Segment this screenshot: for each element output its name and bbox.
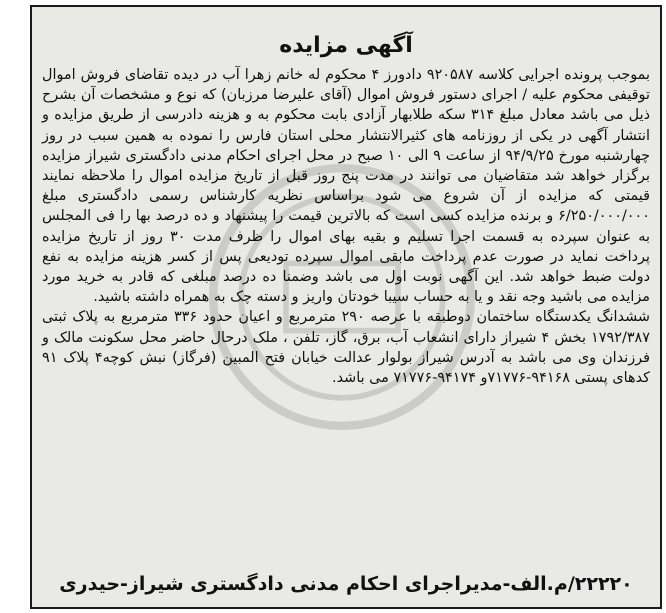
auction-notice	[30, 5, 662, 609]
notice-paragraph-property: ششدانگ یکدستگاه ساختمان دوطبقه با عرصه ۲۹۰ مترمربع و اعیان حدود ۳۳۶ مترمربع به پلاک ثبتی ۱۷۹۲/۳۸۷ بخش ۴ شیراز دارای انشعاب آب، برق، گاز، تلفن ، ملک درحال حاضر محل سکونت مالک و فرزندان وی می باشد به آدرس شیراز بولوار عدالت خیابان فتح المبین (فرگاز) نبش کوچه۴ پلاک ۹۱ کدهای پستی ۹۴۱۶۸-۷۱۷۷۶و ۹۴۱۷۴-۷۱۷۷۶ می باشد.	[42, 309, 651, 387]
notice-signature: ۲۲۲۲۰/م.الف-مدیراجرای احکام مدنی دادگستری شیراز-حیدری	[59, 573, 633, 595]
notice-paragraph-main: بموجب پرونده اجرایی کلاسه ۹۲۰۵۸۷ دادورز ۴ محکوم له خانم زهرا آب در دیده تقاضای فروش اموال توقیفی محکوم علیه / اجرای دستور فروش اموال (آقای علیرضا مرزبان) که نوع و مشخصات آن بشرح ذیل می باشد معادل مبلغ ۳۱۴ سکه طلابهار آزادی بابت محکوم به و هزینه دادرسی از طریق مزایده و انتشار آگهی در یکی از روزنامه های کثیرالانتشار محلی استان فارس را نموده به همین سبب در روز چهارشنبه مورخ ۹۴/۹/۲۵ از ساعت ۹ الی ۱۰ صبح در محل اجرای احکام مدنی دادگستری شیراز مزایده برگزار خواهد شد متقاضیان می توانند در مدت پنج روز قبل از تاریخ مزایده اموال را ملاحظه نمایند قیمتی که مزایده از آن شروع می شود براساس نظریه کارشناس رسمی دادگستری مبلغ ۶/۲۵۰/۰۰۰/۰۰۰ و برنده مزایده کسی است که بالاترین قیمت را پیشنهاد و ده درصد بها را فی المجلس به عنوان سپرده به قسمت اجرا تسلیم و بقیه بهای اموال را ظرف مدت ۳۰ روز از تاریخ مزایده پرداخت نماید در صورت عدم پرداخت مابقی اموال سپرده تودیعی پس از کسر هزینه مزایده به نفع دولت ضبط خواهد شد. این آگهی نوبت اول می باشد وضمنا ده درصد مبلغی که قادر به خرید مورد مزایده می باشید وجه نقد و یا به حساب سیبا خودتان واریز و دسته چک به همراه داشته باشید.	[42, 67, 650, 306]
notice-title: آگهی مزایده	[279, 33, 413, 58]
notice-body	[42, 65, 650, 388]
